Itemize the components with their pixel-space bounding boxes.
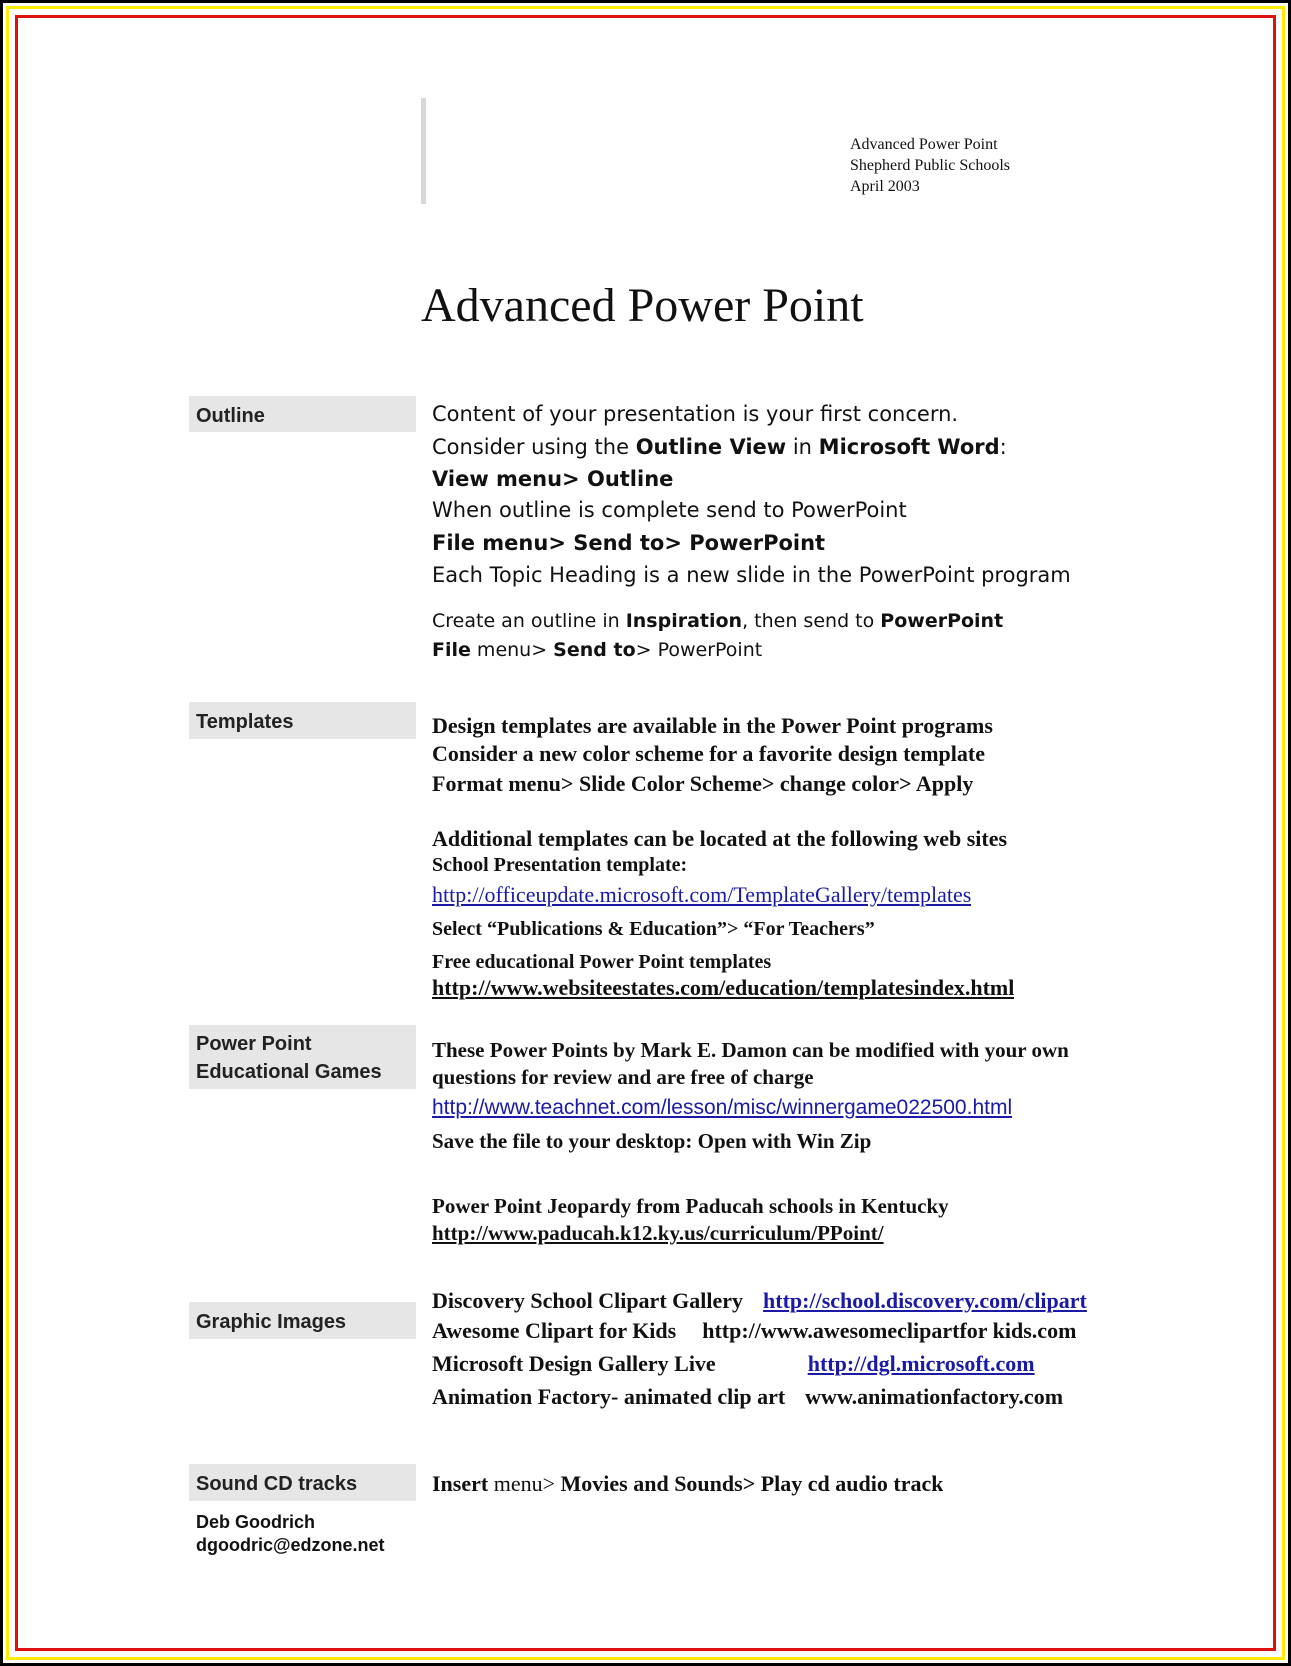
text: Discovery School Clipart Gallery [432, 1288, 744, 1313]
text-line: Select “Publications & Education”> “For Teachers” [432, 918, 875, 940]
text: Inspiration [625, 610, 743, 632]
header-line: April 2003 [850, 178, 920, 195]
text: Microsoft Design Gallery Live [432, 1351, 716, 1376]
text-line: When outline is complete send to PowerPoint [432, 498, 907, 522]
text-line: Design templates are available in the Power Point programs [432, 713, 993, 738]
paducah-link[interactable]: http://www.paducah.k12.ky.us/curriculum/PPoint/ [432, 1221, 884, 1245]
text-line: These Power Points by Mark E. Damon can be modified with your own [432, 1038, 1069, 1062]
text: Insert [432, 1471, 489, 1496]
section-label-sound: Sound CD tracks [189, 1464, 416, 1501]
text: Create an outline in [432, 610, 626, 632]
text: File [432, 639, 471, 661]
text-line: Consider a new color scheme for a favorite design template [432, 741, 985, 766]
text-line: File menu> Send to> PowerPoint [432, 531, 826, 555]
text: Consider using the [432, 435, 636, 459]
document-header [850, 134, 1010, 197]
section-label-templates: Templates [189, 702, 416, 739]
text-line [432, 1471, 943, 1497]
text-line: Format menu> Slide Color Scheme> change color> Apply [432, 771, 974, 796]
text-line: View menu> Outline [432, 467, 674, 491]
text: in [786, 435, 819, 459]
label-line: Educational Games [196, 1061, 382, 1083]
teachnet-link[interactable]: http://www.teachnet.com/lesson/misc/winnergame022500.html [432, 1096, 1013, 1119]
text: Awesome Clipart for Kids [432, 1318, 677, 1343]
text: : [999, 435, 1007, 459]
clipart-row [432, 1288, 1087, 1314]
header-divider [421, 98, 426, 204]
text: Animation Factory- animated clip art [432, 1384, 786, 1409]
text-line: Additional templates can be located at the following web sites [432, 826, 1008, 851]
awesome-clipart-url[interactable]: http://www.awesomeclipartfor kids.com [702, 1318, 1077, 1343]
clipart-row [432, 1384, 1063, 1410]
author-email[interactable]: dgoodric@edzone.net [196, 1535, 385, 1555]
text: Microsoft Word [818, 435, 1000, 459]
text: menu> [470, 639, 554, 661]
header-line: Shepherd Public Schools [850, 157, 1010, 174]
text: PowerPoint [880, 610, 1004, 632]
text-line: Free educational Power Point templates [432, 951, 772, 973]
dgl-link[interactable]: http://dgl.microsoft.com [807, 1351, 1035, 1376]
label-line: Power Point [196, 1033, 312, 1055]
section-label-games [189, 1025, 416, 1089]
text: , then send to [742, 610, 881, 632]
text: menu> [488, 1471, 561, 1496]
page-title: Advanced Power Point [421, 279, 864, 332]
section-label-outline: Outline [189, 396, 416, 432]
text-line: Content of your presentation is your first concern. [432, 402, 959, 426]
text-line [432, 639, 762, 661]
text-line [432, 435, 1007, 459]
discovery-link[interactable]: http://school.discovery.com/clipart [763, 1288, 1087, 1313]
clipart-row [432, 1318, 1076, 1344]
text-line [432, 610, 1003, 632]
text: Send to [553, 639, 636, 661]
text: Outline View [635, 435, 787, 459]
clipart-row [432, 1351, 1035, 1377]
section-label-graphics: Graphic Images [189, 1302, 416, 1339]
text: > PowerPoint [635, 639, 763, 661]
text: Movies and Sounds> Play cd audio track [560, 1471, 944, 1496]
text-line: questions for review and are free of charge [432, 1065, 814, 1089]
text-line: School Presentation template: [432, 854, 688, 876]
text-line: Save the file to your desktop: Open with Win Zip [432, 1129, 872, 1153]
author-name: Deb Goodrich [196, 1512, 316, 1532]
websiteestates-link[interactable]: http://www.websiteestates.com/education/templatesindex.html [432, 975, 1015, 1000]
text-line: Power Point Jeopardy from Paducah schools in Kentucky [432, 1194, 949, 1218]
text-line: Each Topic Heading is a new slide in the PowerPoint program [432, 563, 1071, 587]
template-gallery-link[interactable]: http://officeupdate.microsoft.com/TemplateGallery/templates [432, 882, 972, 907]
header-line: Advanced Power Point [850, 136, 998, 153]
animationfactory-url[interactable]: www.animationfactory.com [805, 1384, 1064, 1409]
